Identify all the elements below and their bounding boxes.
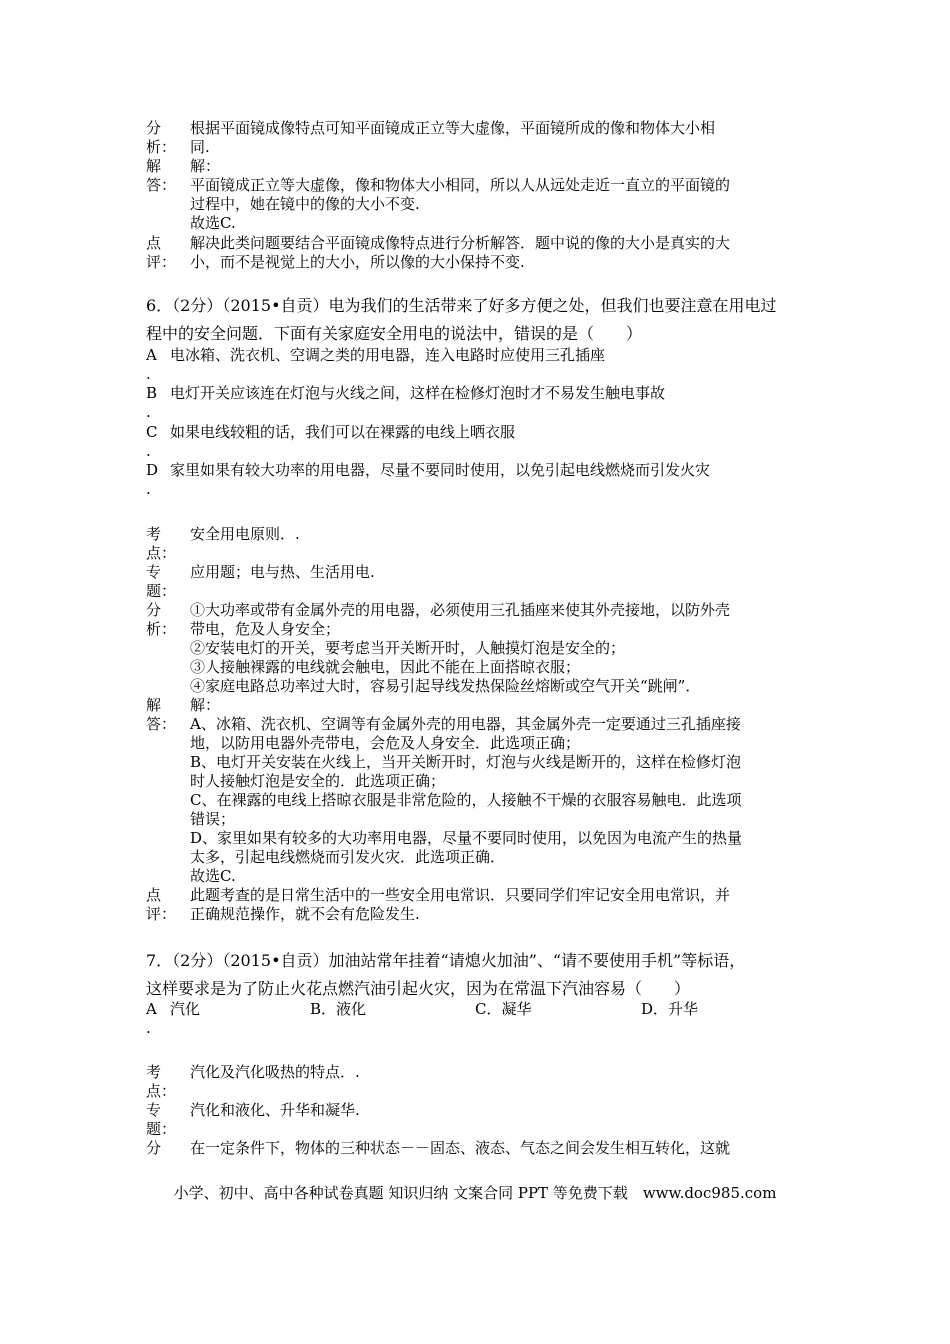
q7-analysis-label: 分 — [146, 1139, 162, 1157]
q6-answer-label: 解 答： — [146, 696, 177, 733]
q6-kaodian-label: 考 点： — [146, 525, 177, 562]
q7-kaodian: 汽化及汽化吸热的特点．. — [190, 1063, 360, 1081]
q5-analysis-label: 分 析： — [146, 119, 177, 156]
q7-kaodian-label: 考 点： — [146, 1063, 177, 1100]
q6-kaodian: 安全用电原则．. — [190, 525, 300, 543]
q6-zhuanti-label: 专 题： — [146, 563, 177, 600]
q7-options: A . 汽化 B．液化 C．凝华 D．升华 — [146, 1000, 699, 1037]
q7-analysis: 在一定条件下，物体的三种状态－－固态、液态、气态之间会发生相互转化，这就 — [190, 1139, 731, 1157]
q5-comment: 解决此类问题要结合平面镜成像特点进行分析解答．题中说的像的大小是真实的大 小，而不是视觉上的大小，所以像的大小保持不变. — [190, 234, 731, 271]
q6-zhuanti: 应用题；电与热、生活用电. — [190, 563, 375, 581]
q7-option-d: D．升华 — [641, 1000, 699, 1018]
q7-stem: 7．（2分）（2015•自贡）加油站常年挂着“请熄火加油”、“请不要使用手机”等标语， 这样要求是为了防止火花点燃汽油引起火灾，因为在常温下汽油容易（ ） — [146, 951, 746, 998]
q6-stem: 6．（2分）（2015•自贡）电为我们的生活带来了好多方便之处，但我们也要注意在用电过 程中的安全问题．下面有关家庭安全用电的说法中，错误的是（ ） — [146, 296, 777, 343]
q6-comment: 此题考查的是日常生活中的一些安全用电常识．只要同学们牢记安全用电常识，并 正确规范操作，就不会有危险发生. — [190, 886, 731, 923]
q6-answer: 解： A、冰箱、洗衣机、空调等有金属外壳的用电器，其金属外壳一定要通过三孔插座接 地，以防用电器外壳带电，会危及人身安全．此选项正确； B、电灯开关安装在火线上，当开关断开时，灯泡与火线是断开的，这样在检修灯泡 时人接触灯泡是安全的．此选项正确； C、在裸露的电线上搭晾衣服是非常危险的，人接触不干燥的衣服容易触电．此选项 错误； D、家里如果有较多的大功率用电器，尽量不要同时使用，以免因为电流产生的热量 太多，引起电线燃烧而引发火灾．此选项正确． 故选C. — [190, 696, 743, 885]
q5-answer-label: 解 答： — [146, 157, 177, 194]
q5-comment-label: 点 评： — [146, 234, 177, 271]
q6-analysis-label: 分 析： — [146, 601, 177, 638]
q5-analysis: 根据平面镜成像特点可知平面镜成正立等大虚像，平面镜所成的像和物体大小相 同. — [190, 119, 716, 156]
q7-option-a: 汽化 — [170, 1000, 201, 1018]
q6-comment-label: 点 评： — [146, 886, 177, 923]
q5-answer: 解： 平面镜成正立等大虚像，像和物体大小相同，所以人从远处走近一直立的平面镜的 过程中，她在镜中的像的大小不变. 故选C. — [190, 157, 731, 232]
document-page: 分 析： 根据平面镜成像特点可知平面镜成正立等大虚像，平面镜所成的像和物体大小相 同. 解 答： 解： 平面镜成正立等大虚像，像和物体大小相同，所以人从远处走近一直立的平面镜的 过程中，她在镜中的像的大小不变. 故选C. 点 评： 解决此类问题要结合平面镜成像特点进行分析解答．题中说的像的大小是真实的大 小，而不是视觉上的大小，所以像的大小保持不变. 6．（2分）（2015•自贡）电为我们的生活带来了好多方便之处，但我们也要注意在用电过 程中的安全问题．下面有关家庭安全用电的说法中，错误的是（ ） A . 电冰箱、洗衣机、空调之类的用电器，连入电路时应使用三孔插座 B . 电灯开关应该连在灯泡与火线之间，这样在检修灯泡时才不易发生触电事故 C . 如果电线较粗的话，我们可以在裸露的电线上晒衣服 D . 家里如果有较大功率的用电器，尽量不要同时使用，以免引起电线燃烧而引发火灾 考 点： 安全用电原则．. 专 题： 应用题；电与热、生活用电. 分 析： ①大功率或带有金属外壳的用电器，必须使用三孔插座来使其外壳接地，以防外壳 带电，危及人身安全； ②安装电灯的开关，要考虑当开关断开时，人触摸灯泡是安全的； ③人接触裸露的电线就会触电，因此不能在上面搭晾衣服； ④家庭电路总功率过大时，容易引起导线发热保险丝熔断或空气开关“跳闸”． 解 答： 解： A、冰箱、洗衣机、空调等有金属外壳的用电器，其金属外壳一定要通过三孔插座接 地，以防用电器外壳带电，会危及人身安全．此选项正确； B、电灯开关安装在火线上，当开关断开时，灯泡与火线是断开的，这样在检修灯泡 时人接触灯泡是安全的．此选项正确； C、在裸露的电线上搭晾衣服是非常危险的，人接触不干燥的衣服容易触电．此选项 错误； D、家里如果有较多的大功率用电器，尽量不要同时使用，以免因为电流产生的热量 太多，引起电线燃烧而引发火灾．此选项正确． 故选C. 点 评： 此题考查的是日常生活中的一些安全用电常识．只要同学们牢记安全用电常识，并 正确规范操作，就不会有危险发生. 7．（2分）（2015•自贡）加油站常年挂着“请熄火加油”、“请不要使用手机”等标语， 这样要求是为了防止火花点燃汽油引起火灾，因为在常温下汽油容易（ ） A . 汽化 B．液化 C．凝华 D．升华 考 点： 汽化及汽化吸热的特点．. 专 题： 汽化和液化、升华和凝华. 分 在一定条件下，物体的三种状态－－固态、液态、气态之间会发生相互转化，这就 小学、初中、高中各种试卷真题 知识归纳 文案合同 PPT 等免费下载 www.doc985.com — [0, 0, 950, 1344]
q7-zhuanti-label: 专 题： — [146, 1101, 177, 1138]
page-footer: 小学、初中、高中各种试卷真题 知识归纳 文案合同 PPT 等免费下载 www.doc985.com — [173, 1184, 777, 1202]
q7-zhuanti: 汽化和液化、升华和凝华. — [190, 1101, 360, 1119]
q7-option-c: C．凝华 — [475, 1000, 532, 1018]
q6-analysis: ①大功率或带有金属外壳的用电器，必须使用三孔插座来使其外壳接地，以防外壳 带电，危及人身安全； ②安装电灯的开关，要考虑当开关断开时，人触摸灯泡是安全的； ③人接触裸露的电线就会触电，因此不能在上面搭晾衣服； ④家庭电路总功率过大时，容易引起导线发热保险丝熔断或空气开关“跳闸”． — [190, 601, 731, 695]
q7-option-b: B．液化 — [310, 1000, 367, 1018]
